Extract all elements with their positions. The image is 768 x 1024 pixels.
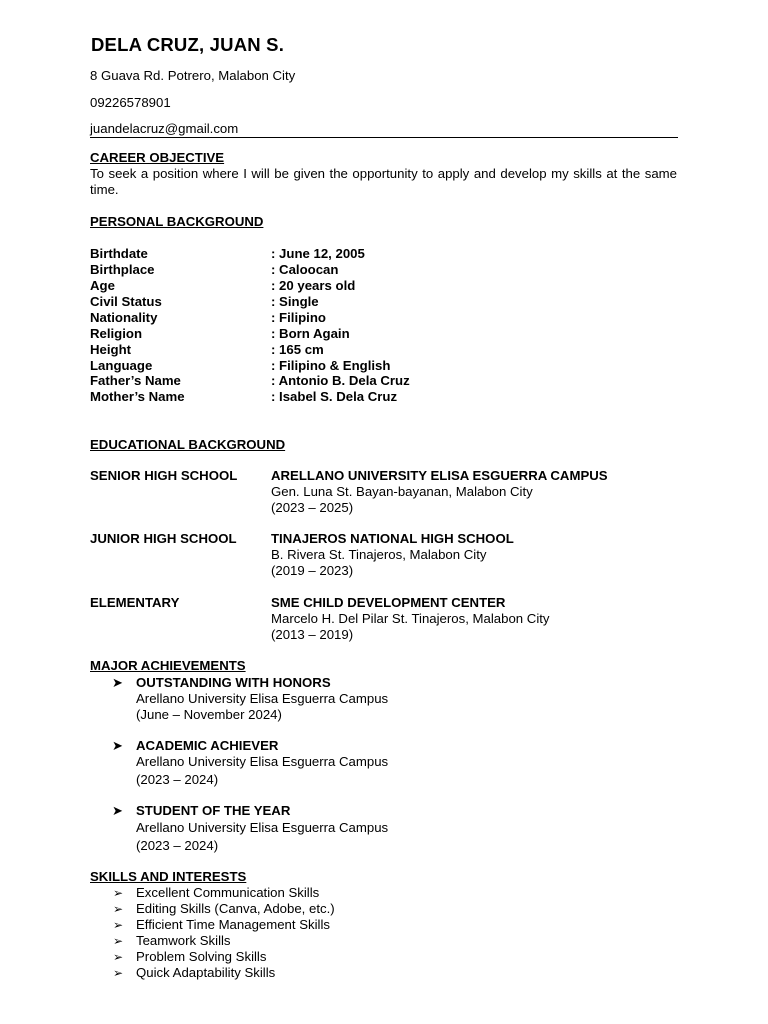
achievement-institution: Arellano University Elisa Esguerra Campus: [136, 754, 389, 769]
school-years: (2019 – 2023): [271, 563, 354, 578]
arrowhead-bullet-icon: ➢: [113, 966, 124, 980]
arrowhead-bullet-icon: ➢: [113, 918, 124, 932]
applicant-name: DELA CRUZ, JUAN S.: [91, 34, 285, 55]
phone-number: 09226578901: [90, 95, 171, 110]
skills-heading: SKILLS AND INTERESTS: [90, 869, 247, 884]
achievement-date: (2023 – 2024): [136, 838, 219, 853]
skill-item: Quick Adaptability Skills: [136, 965, 276, 980]
educational-background-heading: EDUCATIONAL BACKGROUND: [90, 437, 286, 452]
personal-value: : Born Again: [271, 326, 350, 341]
personal-label: Religion: [90, 326, 143, 341]
achievement-title: STUDENT OF THE YEAR: [136, 803, 291, 818]
personal-value: : 165 cm: [271, 342, 324, 357]
arrowhead-bullet-icon: ➢: [113, 886, 124, 900]
skill-item: Problem Solving Skills: [136, 949, 267, 964]
achievement-title: OUTSTANDING WITH HONORS: [136, 675, 331, 690]
personal-label: Height: [90, 342, 132, 357]
personal-value: : Single: [271, 294, 319, 309]
personal-background-heading: PERSONAL BACKGROUND: [90, 214, 264, 229]
arrowhead-bullet-icon: ➤: [112, 738, 123, 753]
personal-value: : Filipino: [271, 310, 326, 325]
skill-item: Editing Skills (Canva, Adobe, etc.): [136, 901, 335, 916]
career-objective-heading: CAREER OBJECTIVE: [90, 150, 225, 165]
major-achievements-heading: MAJOR ACHIEVEMENTS: [90, 658, 246, 673]
school-name: TINAJEROS NATIONAL HIGH SCHOOL: [271, 531, 514, 546]
header-divider: [90, 137, 678, 138]
career-objective-text: To seek a position where I will be given the opportunity to apply and develop my skills at the same time.: [90, 166, 677, 197]
personal-label: Age: [90, 278, 115, 293]
email-address: juandelacruz@gmail.com: [90, 121, 239, 136]
school-name: SME CHILD DEVELOPMENT CENTER: [271, 595, 506, 610]
personal-label: Birthdate: [90, 246, 148, 261]
school-address: Gen. Luna St. Bayan-bayanan, Malabon City: [271, 484, 533, 499]
personal-value: : June 12, 2005: [271, 246, 365, 261]
personal-label: Nationality: [90, 310, 158, 325]
school-address: B. Rivera St. Tinajeros, Malabon City: [271, 547, 487, 562]
personal-label: Birthplace: [90, 262, 155, 277]
arrowhead-bullet-icon: ➤: [112, 675, 123, 690]
personal-label: Mother’s Name: [90, 389, 185, 404]
arrowhead-bullet-icon: ➤: [112, 803, 123, 818]
arrowhead-bullet-icon: ➢: [113, 902, 124, 916]
school-name: ARELLANO UNIVERSITY ELISA ESGUERRA CAMPUS: [271, 468, 608, 483]
education-level: JUNIOR HIGH SCHOOL: [90, 531, 237, 546]
personal-label: Civil Status: [90, 294, 162, 309]
education-entry: [271, 468, 608, 516]
education-entry: [271, 595, 550, 643]
skill-item: Efficient Time Management Skills: [136, 917, 330, 932]
personal-label: Language: [90, 358, 153, 373]
personal-value: : Caloocan: [271, 262, 339, 277]
arrowhead-bullet-icon: ➢: [113, 950, 124, 964]
personal-value: : Filipino & English: [271, 358, 391, 373]
achievement-institution: Arellano University Elisa Esguerra Campus: [136, 691, 389, 706]
personal-value: : Isabel S. Dela Cruz: [271, 389, 398, 404]
achievement-date: (June – November 2024): [136, 707, 282, 722]
education-entry: [271, 531, 514, 579]
arrowhead-bullet-icon: ➢: [113, 934, 124, 948]
skill-item: Excellent Communication Skills: [136, 885, 320, 900]
school-years: (2023 – 2025): [271, 500, 354, 515]
personal-label: Father’s Name: [90, 373, 181, 388]
achievement-date: (2023 – 2024): [136, 772, 219, 787]
school-address: Marcelo H. Del Pilar St. Tinajeros, Malabon City: [271, 611, 550, 626]
skill-item: Teamwork Skills: [136, 933, 231, 948]
school-years: (2013 – 2019): [271, 627, 354, 642]
achievement-title: ACADEMIC ACHIEVER: [136, 738, 279, 753]
achievement-institution: Arellano University Elisa Esguerra Campus: [136, 820, 389, 835]
address: 8 Guava Rd. Potrero, Malabon City: [90, 68, 296, 83]
education-level: ELEMENTARY: [90, 595, 180, 610]
personal-value: : Antonio B. Dela Cruz: [271, 373, 410, 388]
education-level: SENIOR HIGH SCHOOL: [90, 468, 238, 483]
personal-value: : 20 years old: [271, 278, 356, 293]
